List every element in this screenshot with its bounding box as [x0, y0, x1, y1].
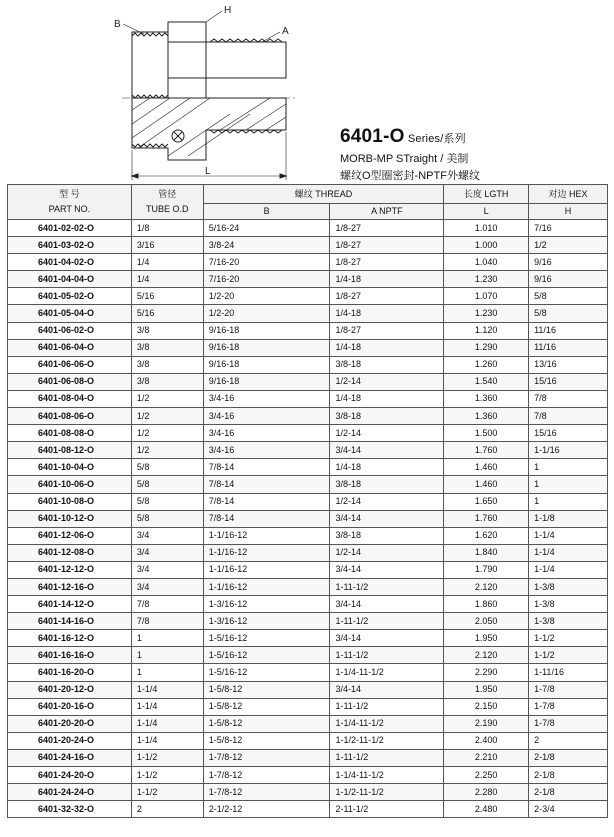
- cell-thread-b: 9/16-18: [203, 339, 330, 356]
- cell-thread-b: 3/4-16: [203, 390, 330, 407]
- cell-thread-b: 3/4-16: [203, 425, 330, 442]
- cell-hex: 7/16: [529, 220, 608, 237]
- cell-part-no: 6401-24-24-O: [8, 784, 132, 801]
- cell-thread-b: 1-1/16-12: [203, 578, 330, 595]
- cell-part-no: 6401-12-08-O: [8, 544, 132, 561]
- cell-tube-od: 3/8: [131, 373, 203, 390]
- cell-thread-a: 3/4-14: [330, 596, 444, 613]
- cell-thread-b: 3/8-24: [203, 237, 330, 254]
- cell-tube-od: 3/8: [131, 322, 203, 339]
- cell-tube-od: 5/8: [131, 510, 203, 527]
- cell-length: 1.460: [444, 459, 529, 476]
- table-row: [8, 408, 608, 425]
- cell-length: 2.280: [444, 784, 529, 801]
- table-row: [8, 493, 608, 510]
- table-row: [8, 220, 608, 237]
- model-number: 6401-O: [340, 126, 405, 147]
- cell-hex: 2-3/4: [529, 801, 608, 818]
- cell-length: 2.290: [444, 664, 529, 681]
- cell-thread-a: 1/2-14: [330, 493, 444, 510]
- cell-tube-od: 3/4: [131, 561, 203, 578]
- cell-tube-od: 1-1/4: [131, 698, 203, 715]
- header-thread: 螺纹 THREAD: [203, 185, 443, 204]
- cell-part-no: 6401-10-06-O: [8, 476, 132, 493]
- cell-tube-od: 1/8: [131, 220, 203, 237]
- cell-length: 1.620: [444, 527, 529, 544]
- cell-part-no: 6401-14-16-O: [8, 613, 132, 630]
- table-row: [8, 237, 608, 254]
- cell-thread-b: 1-7/8-12: [203, 749, 330, 766]
- header-h: H: [529, 204, 608, 220]
- cell-part-no: 6401-08-06-O: [8, 408, 132, 425]
- cell-part-no: 6401-02-02-O: [8, 220, 132, 237]
- cell-thread-b: 1/2-20: [203, 288, 330, 305]
- cell-tube-od: 3/4: [131, 544, 203, 561]
- header-tube-od: 管径 TUBE O.D: [131, 185, 203, 220]
- cell-thread-a: 3/4-14: [330, 561, 444, 578]
- cell-length: 1.460: [444, 476, 529, 493]
- table-row: [8, 373, 608, 390]
- cell-thread-a: 1-1/2-11-1/2: [330, 784, 444, 801]
- cell-part-no: 6401-12-12-O: [8, 561, 132, 578]
- table-row: [8, 630, 608, 647]
- table-row: [8, 698, 608, 715]
- cell-hex: 1-1/16: [529, 442, 608, 459]
- cell-thread-a: 1/4-18: [330, 305, 444, 322]
- cell-hex: 1: [529, 493, 608, 510]
- cell-hex: 9/16: [529, 254, 608, 271]
- cell-thread-a: 3/8-18: [330, 356, 444, 373]
- table-row: [8, 681, 608, 698]
- cell-tube-od: 1/2: [131, 408, 203, 425]
- cell-tube-od: 5/8: [131, 459, 203, 476]
- cell-hex: 7/8: [529, 408, 608, 425]
- fitting-diagram: [110, 0, 320, 185]
- cell-thread-b: 1-5/8-12: [203, 732, 330, 749]
- cell-length: 1.650: [444, 493, 529, 510]
- cell-hex: 2-1/8: [529, 784, 608, 801]
- table-row: [8, 476, 608, 493]
- cell-thread-b: 1-1/16-12: [203, 561, 330, 578]
- cell-length: 1.840: [444, 544, 529, 561]
- table-row: [8, 715, 608, 732]
- cell-thread-a: 3/4-14: [330, 510, 444, 527]
- header-length: 长度 LGTH: [444, 185, 529, 204]
- cell-thread-b: 9/16-18: [203, 373, 330, 390]
- cell-tube-od: 1-1/2: [131, 784, 203, 801]
- title-description-cn: 螺纹O型圈密封-NPTF外螺纹: [340, 170, 480, 182]
- table-row: [8, 613, 608, 630]
- cell-hex: 15/16: [529, 373, 608, 390]
- label-b: B: [114, 19, 121, 30]
- cell-length: 2.400: [444, 732, 529, 749]
- cell-hex: 1-1/4: [529, 544, 608, 561]
- cell-hex: 1-7/8: [529, 715, 608, 732]
- table-row: [8, 459, 608, 476]
- table-row: [8, 767, 608, 784]
- cell-thread-b: 7/8-14: [203, 493, 330, 510]
- cell-length: 1.120: [444, 322, 529, 339]
- cell-thread-b: 7/16-20: [203, 254, 330, 271]
- cell-thread-a: 1-11-1/2: [330, 613, 444, 630]
- header-a-nptf: A NPTF: [330, 204, 444, 220]
- cell-part-no: 6401-03-02-O: [8, 237, 132, 254]
- cell-thread-a: 3/8-18: [330, 476, 444, 493]
- cell-hex: 11/16: [529, 322, 608, 339]
- cell-hex: 1-7/8: [529, 698, 608, 715]
- cell-thread-a: 1/4-18: [330, 390, 444, 407]
- cell-tube-od: 5/16: [131, 288, 203, 305]
- cell-length: 1.360: [444, 390, 529, 407]
- cell-length: 1.950: [444, 630, 529, 647]
- cell-thread-b: 7/8-14: [203, 459, 330, 476]
- header-hex: 对边 HEX: [529, 185, 608, 204]
- table-body: [8, 220, 608, 818]
- cell-thread-b: 1-5/16-12: [203, 647, 330, 664]
- cell-thread-b: 1-5/8-12: [203, 715, 330, 732]
- cell-hex: 1-1/2: [529, 647, 608, 664]
- cell-length: 1.260: [444, 356, 529, 373]
- cell-hex: 1-11/16: [529, 664, 608, 681]
- cell-thread-a: 1-1/4-11-1/2: [330, 767, 444, 784]
- cell-thread-a: 1/4-18: [330, 339, 444, 356]
- cell-hex: 1-7/8: [529, 681, 608, 698]
- cell-tube-od: 1/2: [131, 442, 203, 459]
- table-row: [8, 356, 608, 373]
- cell-length: 1.360: [444, 408, 529, 425]
- cell-length: 2.190: [444, 715, 529, 732]
- cell-thread-a: 1/8-27: [330, 288, 444, 305]
- cell-thread-a: 3/4-14: [330, 630, 444, 647]
- cell-length: 1.540: [444, 373, 529, 390]
- cell-part-no: 6401-04-04-O: [8, 271, 132, 288]
- cell-part-no: 6401-12-16-O: [8, 578, 132, 595]
- cell-thread-a: 1-1/4-11-1/2: [330, 715, 444, 732]
- table-row: [8, 271, 608, 288]
- cell-thread-a: 1-11-1/2: [330, 578, 444, 595]
- cell-thread-a: 1-11-1/2: [330, 749, 444, 766]
- cell-length: 1.760: [444, 442, 529, 459]
- cell-tube-od: 3/8: [131, 356, 203, 373]
- cell-thread-b: 1-7/8-12: [203, 767, 330, 784]
- table-row: [8, 527, 608, 544]
- cell-thread-a: 1/8-27: [330, 237, 444, 254]
- cell-hex: 7/8: [529, 390, 608, 407]
- cell-thread-a: 1/4-18: [330, 271, 444, 288]
- cell-hex: 1-3/8: [529, 578, 608, 595]
- cell-length: 2.480: [444, 801, 529, 818]
- cell-thread-b: 3/4-16: [203, 408, 330, 425]
- cell-thread-a: 2-11-1/2: [330, 801, 444, 818]
- cell-tube-od: 1-1/4: [131, 732, 203, 749]
- cell-length: 1.040: [444, 254, 529, 271]
- cell-hex: 1-3/8: [529, 596, 608, 613]
- cell-thread-a: 3/4-14: [330, 681, 444, 698]
- cell-hex: 1: [529, 476, 608, 493]
- cell-thread-b: 5/16-24: [203, 220, 330, 237]
- cell-length: 2.050: [444, 613, 529, 630]
- cell-length: 2.210: [444, 749, 529, 766]
- cell-hex: 1: [529, 459, 608, 476]
- cell-part-no: 6401-10-04-O: [8, 459, 132, 476]
- cell-hex: 1/2: [529, 237, 608, 254]
- cell-length: 2.250: [444, 767, 529, 784]
- label-l: L: [205, 166, 211, 177]
- cell-part-no: 6401-32-32-O: [8, 801, 132, 818]
- cell-part-no: 6401-08-08-O: [8, 425, 132, 442]
- cell-length: 1.950: [444, 681, 529, 698]
- table-row: [8, 254, 608, 271]
- cell-length: 1.290: [444, 339, 529, 356]
- cell-tube-od: 1-1/4: [131, 715, 203, 732]
- cell-length: 1.000: [444, 237, 529, 254]
- cell-tube-od: 1: [131, 647, 203, 664]
- table-row: [8, 578, 608, 595]
- cell-hex: 1-1/2: [529, 630, 608, 647]
- table-row: [8, 664, 608, 681]
- cell-hex: 13/16: [529, 356, 608, 373]
- cell-hex: 1-1/8: [529, 510, 608, 527]
- title-block: [340, 126, 610, 183]
- cell-thread-a: 1-1/4-11-1/2: [330, 664, 444, 681]
- cell-thread-a: 3/8-18: [330, 408, 444, 425]
- cell-length: 2.120: [444, 647, 529, 664]
- cell-thread-a: 3/8-18: [330, 527, 444, 544]
- cell-thread-b: 1-5/16-12: [203, 664, 330, 681]
- cell-hex: 9/16: [529, 271, 608, 288]
- table-row: [8, 732, 608, 749]
- cell-part-no: 6401-16-20-O: [8, 664, 132, 681]
- cell-hex: 2-1/8: [529, 767, 608, 784]
- cell-part-no: 6401-10-08-O: [8, 493, 132, 510]
- table-row: [8, 442, 608, 459]
- cell-tube-od: 3/8: [131, 339, 203, 356]
- cell-part-no: 6401-20-16-O: [8, 698, 132, 715]
- cell-part-no: 6401-20-12-O: [8, 681, 132, 698]
- cell-tube-od: 3/16: [131, 237, 203, 254]
- cell-thread-a: 3/4-14: [330, 442, 444, 459]
- cell-length: 1.760: [444, 510, 529, 527]
- cell-thread-b: 7/8-14: [203, 476, 330, 493]
- cell-thread-a: 1/2-14: [330, 544, 444, 561]
- cell-hex: 15/16: [529, 425, 608, 442]
- table-row: [8, 801, 608, 818]
- cell-thread-a: 1/8-27: [330, 254, 444, 271]
- cell-thread-b: 9/16-18: [203, 356, 330, 373]
- spec-table: [7, 184, 608, 818]
- cell-tube-od: 1-1/2: [131, 749, 203, 766]
- cell-tube-od: 5/8: [131, 493, 203, 510]
- cell-length: 1.070: [444, 288, 529, 305]
- cell-hex: 5/8: [529, 305, 608, 322]
- cell-part-no: 6401-16-16-O: [8, 647, 132, 664]
- cell-part-no: 6401-06-04-O: [8, 339, 132, 356]
- cell-hex: 2: [529, 732, 608, 749]
- cell-tube-od: 5/16: [131, 305, 203, 322]
- table-row: [8, 339, 608, 356]
- cell-thread-b: 1/2-20: [203, 305, 330, 322]
- cell-part-no: 6401-20-24-O: [8, 732, 132, 749]
- table-row: [8, 544, 608, 561]
- cell-part-no: 6401-08-12-O: [8, 442, 132, 459]
- cell-part-no: 6401-05-02-O: [8, 288, 132, 305]
- cell-length: 1.790: [444, 561, 529, 578]
- header-l: L: [444, 204, 529, 220]
- cell-tube-od: 2: [131, 801, 203, 818]
- cell-length: 1.230: [444, 271, 529, 288]
- cell-thread-b: 1-5/8-12: [203, 681, 330, 698]
- cell-hex: 11/16: [529, 339, 608, 356]
- cell-part-no: 6401-06-02-O: [8, 322, 132, 339]
- cell-tube-od: 1-1/4: [131, 681, 203, 698]
- cell-length: 1.860: [444, 596, 529, 613]
- cell-thread-a: 1-11-1/2: [330, 698, 444, 715]
- cell-tube-od: 1: [131, 630, 203, 647]
- table-row: [8, 596, 608, 613]
- cell-hex: 1-3/8: [529, 613, 608, 630]
- table-row: [8, 425, 608, 442]
- cell-thread-a: 1-1/2-11-1/2: [330, 732, 444, 749]
- cell-thread-b: 9/16-18: [203, 322, 330, 339]
- table-row: [8, 510, 608, 527]
- cell-tube-od: 1: [131, 664, 203, 681]
- cell-thread-b: 2-1/2-12: [203, 801, 330, 818]
- cell-thread-a: 1-11-1/2: [330, 647, 444, 664]
- cell-part-no: 6401-10-12-O: [8, 510, 132, 527]
- cell-thread-b: 1-3/16-12: [203, 613, 330, 630]
- cell-part-no: 6401-04-02-O: [8, 254, 132, 271]
- table-row: [8, 288, 608, 305]
- cell-part-no: 6401-24-20-O: [8, 767, 132, 784]
- cell-thread-b: 7/16-20: [203, 271, 330, 288]
- cell-tube-od: 1/2: [131, 390, 203, 407]
- cell-tube-od: 7/8: [131, 613, 203, 630]
- title-model-line: [340, 126, 610, 148]
- cell-tube-od: 3/4: [131, 527, 203, 544]
- fitting-drawing: [110, 0, 320, 185]
- title-description-en: MORB-MP STraight / 美制: [340, 153, 469, 165]
- cell-thread-b: 1-1/16-12: [203, 527, 330, 544]
- cell-thread-b: 1-7/8-12: [203, 784, 330, 801]
- table-row: [8, 647, 608, 664]
- cell-tube-od: 1/4: [131, 254, 203, 271]
- cell-part-no: 6401-24-16-O: [8, 749, 132, 766]
- cell-thread-b: 3/4-16: [203, 442, 330, 459]
- table-row: [8, 322, 608, 339]
- cell-part-no: 6401-16-12-O: [8, 630, 132, 647]
- table-row: [8, 305, 608, 322]
- cell-part-no: 6401-12-06-O: [8, 527, 132, 544]
- cell-tube-od: 3/4: [131, 578, 203, 595]
- cell-hex: 2-1/8: [529, 749, 608, 766]
- cell-length: 1.010: [444, 220, 529, 237]
- cell-tube-od: 5/8: [131, 476, 203, 493]
- table-row: [8, 749, 608, 766]
- table-row: [8, 784, 608, 801]
- cell-part-no: 6401-20-20-O: [8, 715, 132, 732]
- label-h: H: [224, 5, 232, 16]
- cell-length: 1.230: [444, 305, 529, 322]
- cell-part-no: 6401-05-04-O: [8, 305, 132, 322]
- cell-tube-od: 7/8: [131, 596, 203, 613]
- cell-thread-a: 1/8-27: [330, 220, 444, 237]
- cell-hex: 1-1/4: [529, 561, 608, 578]
- cell-length: 1.500: [444, 425, 529, 442]
- cell-hex: 1-1/4: [529, 527, 608, 544]
- cell-length: 2.150: [444, 698, 529, 715]
- cell-length: 2.120: [444, 578, 529, 595]
- cell-thread-b: 1-3/16-12: [203, 596, 330, 613]
- cell-tube-od: 1/4: [131, 271, 203, 288]
- cell-thread-a: 1/2-14: [330, 373, 444, 390]
- cell-tube-od: 1-1/2: [131, 767, 203, 784]
- cell-tube-od: 1/2: [131, 425, 203, 442]
- series-label: Series/系列: [404, 133, 466, 145]
- header-part-no: 型 号 PART NO.: [8, 185, 132, 220]
- cell-part-no: 6401-08-04-O: [8, 390, 132, 407]
- label-a: A: [282, 26, 289, 37]
- table-row: [8, 390, 608, 407]
- cell-part-no: 6401-14-12-O: [8, 596, 132, 613]
- cell-thread-b: 7/8-14: [203, 510, 330, 527]
- cell-thread-a: 1/8-27: [330, 322, 444, 339]
- cell-thread-b: 1-5/16-12: [203, 630, 330, 647]
- cell-part-no: 6401-06-08-O: [8, 373, 132, 390]
- header-b: B: [203, 204, 330, 220]
- cell-thread-b: 1-1/16-12: [203, 544, 330, 561]
- cell-thread-a: 1/4-18: [330, 459, 444, 476]
- cell-part-no: 6401-06-06-O: [8, 356, 132, 373]
- table-row: [8, 561, 608, 578]
- cell-thread-b: 1-5/8-12: [203, 698, 330, 715]
- cell-thread-a: 1/2-14: [330, 425, 444, 442]
- cell-hex: 5/8: [529, 288, 608, 305]
